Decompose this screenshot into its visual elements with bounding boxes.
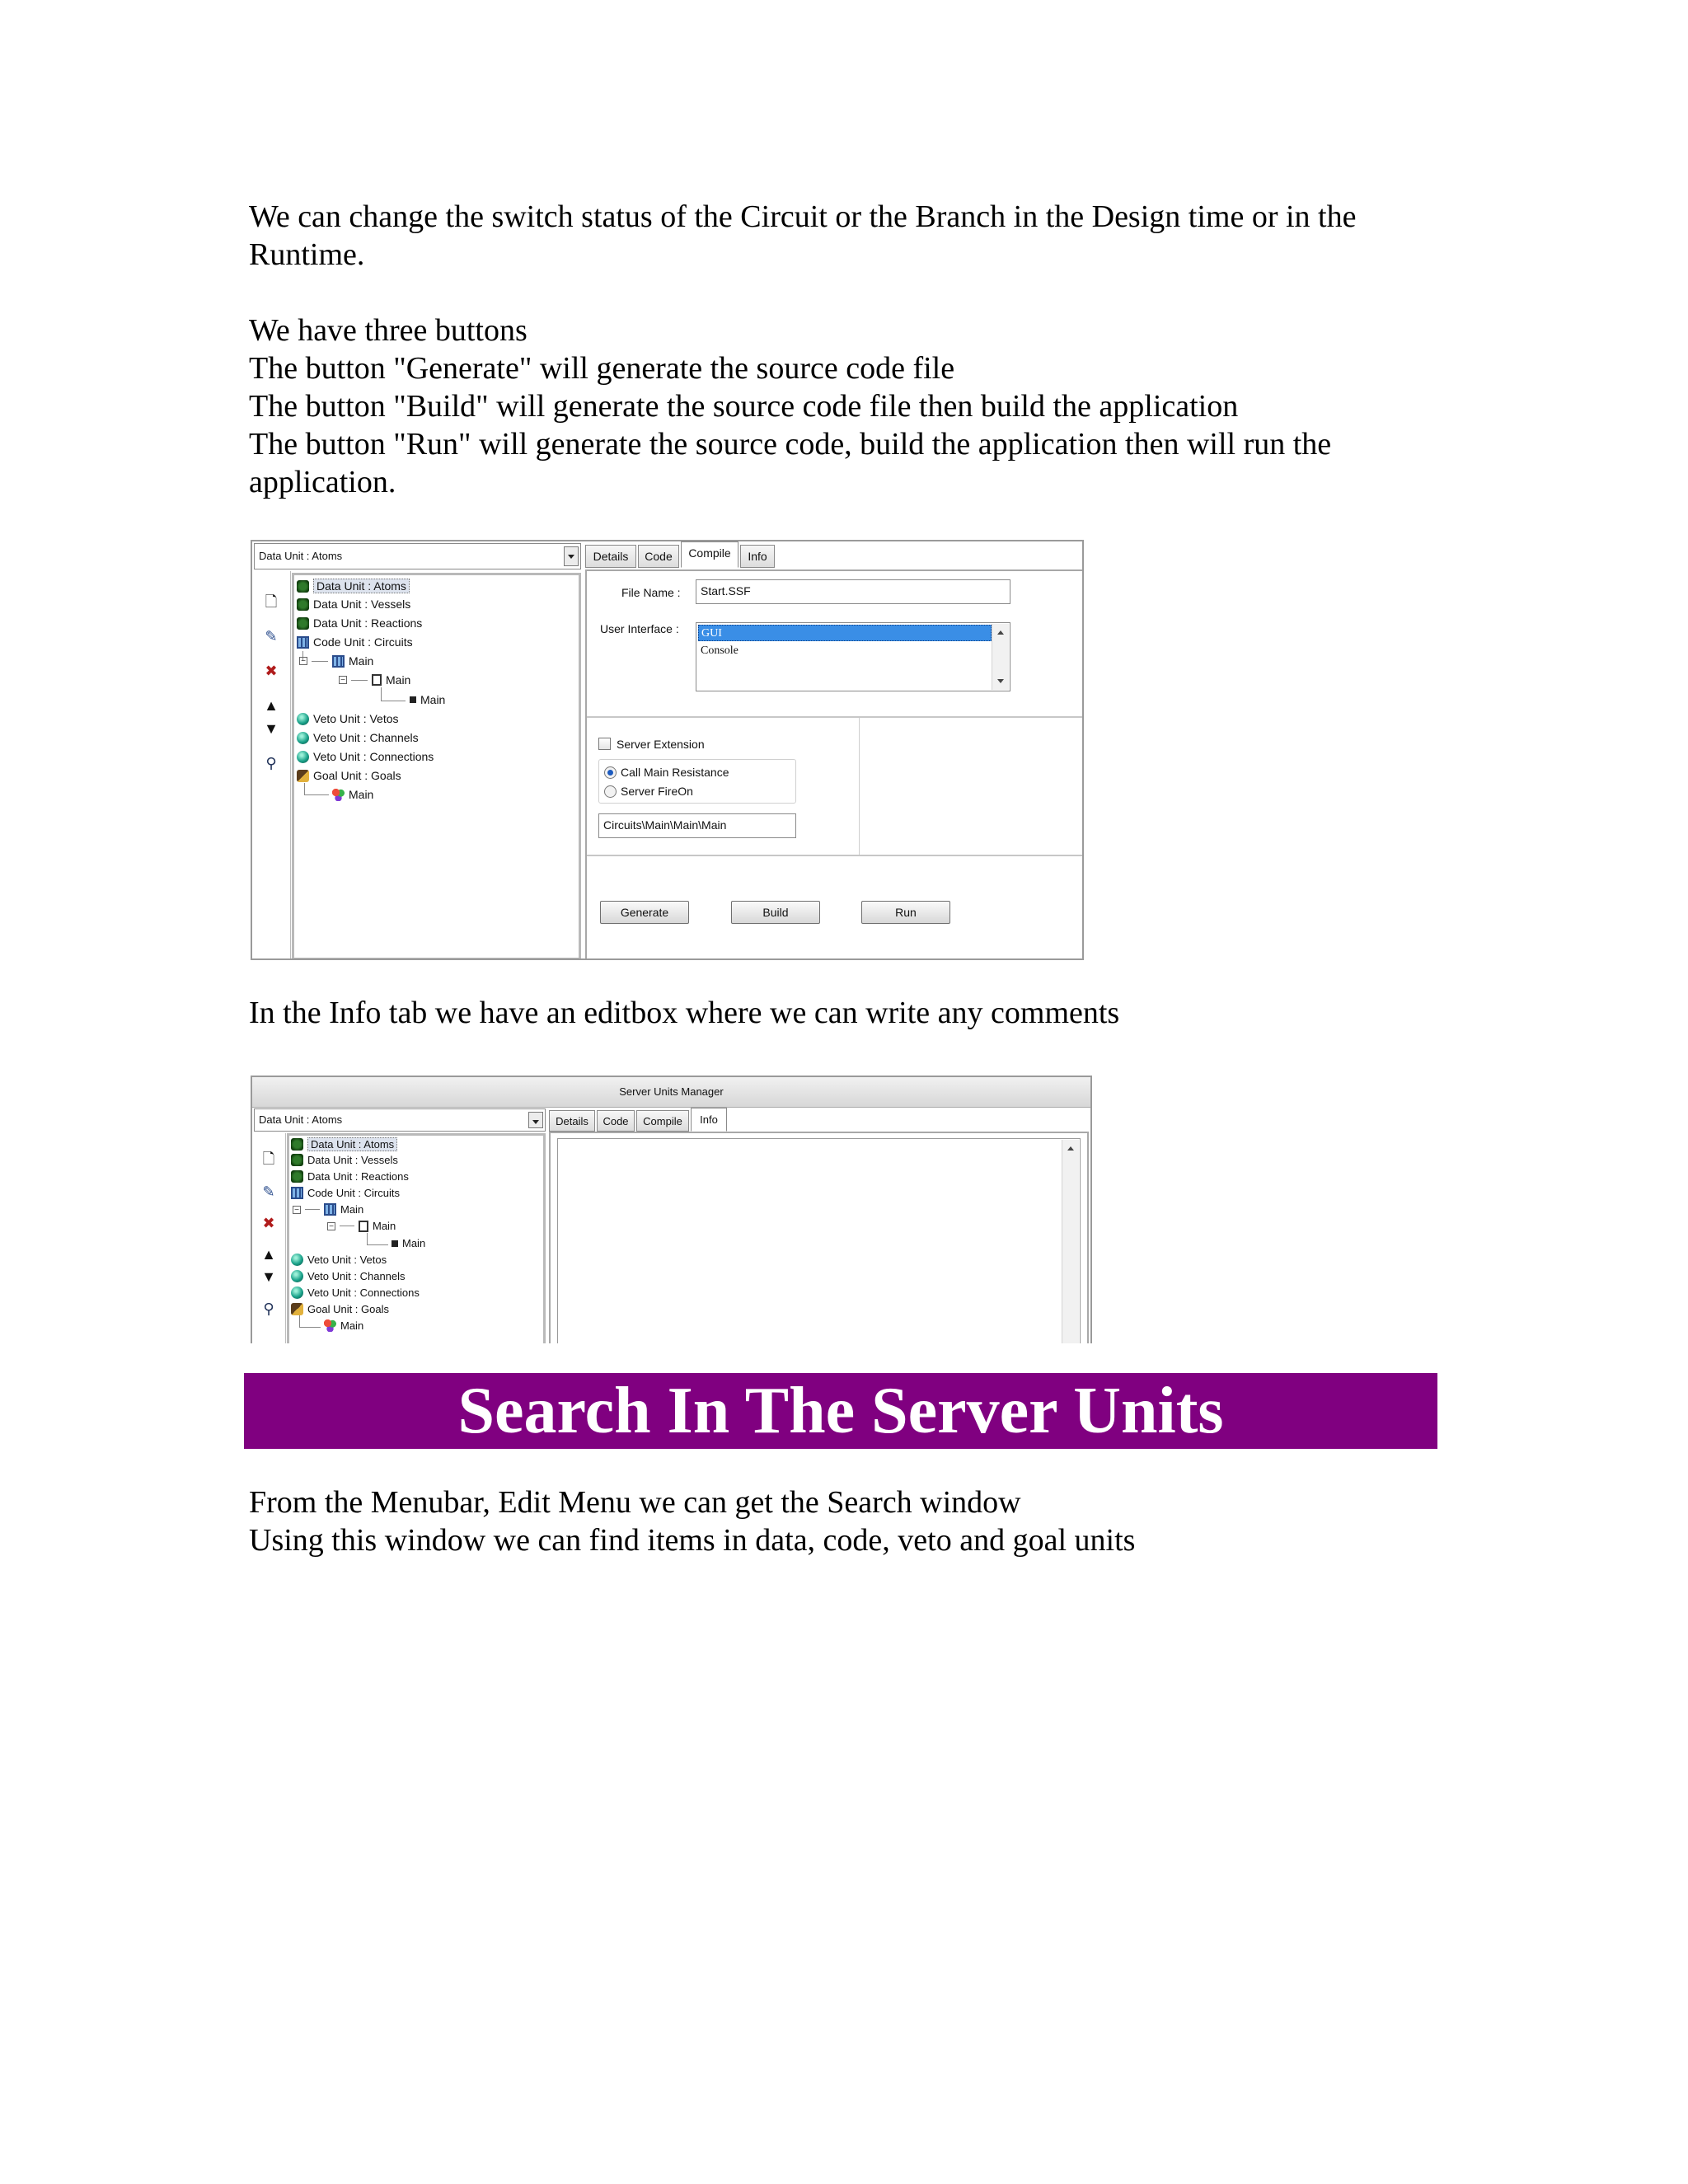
tab-compile[interactable]: Compile [636, 1110, 689, 1132]
delete-unit-icon[interactable]: ✖ [265, 663, 278, 679]
code-unit-icon [332, 655, 345, 668]
new-file-icon[interactable]: 🗋 [262, 1151, 275, 1167]
binoculars-icon[interactable]: ⚲ [265, 755, 277, 771]
data-unit-icon [291, 1170, 303, 1183]
tree-item-channels[interactable]: Veto Unit : Channels [291, 1270, 406, 1282]
server-fireon-label: Server FireOn [621, 785, 693, 798]
collapse-icon[interactable]: − [293, 1206, 301, 1214]
tree-item-reactions[interactable]: Data Unit : Reactions [291, 1170, 409, 1183]
tree-item-vetos[interactable]: Veto Unit : Vetos [297, 712, 399, 725]
tab-info[interactable]: Info [691, 1108, 727, 1132]
build-button[interactable]: Build [731, 901, 820, 924]
tree-item-circuits[interactable]: Code Unit : Circuits [297, 635, 413, 649]
unit-tree [287, 1133, 546, 1343]
collapse-icon[interactable]: − [339, 676, 347, 684]
unit-combo-value: Data Unit : Atoms [259, 1113, 343, 1126]
paragraph-info-tab [249, 994, 1119, 1032]
circuit-path-input[interactable]: Circuits\Main\Main\Main [598, 813, 796, 838]
scroll-up-icon[interactable] [1067, 1146, 1074, 1151]
goal-main-icon [324, 1319, 336, 1332]
user-interface-label: User Interface : [600, 622, 679, 635]
edit-unit-icon[interactable]: ✎ [265, 628, 278, 644]
tab-bar [549, 1110, 1043, 1133]
edit-unit-icon[interactable]: ✎ [262, 1183, 275, 1200]
chevron-down-icon[interactable] [528, 1112, 543, 1128]
toolstrip [252, 1133, 286, 1343]
text-line: Using this window we can find items in data, code, veto and goal units [249, 1523, 1136, 1558]
paragraph-three-buttons [249, 312, 1331, 501]
text-line: From the Menubar, Edit Menu we can get the Search window [249, 1485, 1021, 1520]
compile-panel [585, 569, 1084, 960]
unit-combo[interactable] [254, 543, 581, 569]
tree-item-goal-main[interactable]: Main [324, 1319, 363, 1332]
veto-unit-icon [291, 1254, 303, 1266]
tab-code[interactable]: Code [638, 545, 679, 568]
text-line: In the Info tab we have an editbox where we can write any comments [249, 996, 1120, 1030]
veto-unit-icon [291, 1270, 303, 1282]
code-unit-icon [297, 636, 309, 649]
tab-bar [585, 545, 1080, 569]
tree-item-goals[interactable]: Goal Unit : Goals [291, 1303, 389, 1315]
tree-item-connections[interactable]: Veto Unit : Connections [297, 750, 434, 763]
text-line: We can change the switch status of the Circuit or the Branch in the Design time or in the [249, 199, 1357, 234]
goal-unit-icon [297, 770, 309, 782]
delete-unit-icon[interactable]: ✖ [262, 1215, 275, 1231]
section-banner: Search In The Server Units [244, 1373, 1437, 1449]
tree-item-main-branch[interactable]: − Main [327, 1220, 396, 1232]
comments-scrollbar[interactable] [1062, 1140, 1079, 1343]
tree-item-vessels[interactable]: Data Unit : Vessels [291, 1154, 398, 1166]
tree-item-atoms[interactable]: Data Unit : Atoms [291, 1137, 397, 1151]
code-unit-icon [291, 1187, 303, 1199]
file-name-label: File Name : [621, 586, 681, 599]
unit-tree [292, 573, 581, 960]
tree-item-vetos[interactable]: Veto Unit : Vetos [291, 1254, 387, 1266]
veto-unit-icon [297, 732, 309, 744]
new-file-icon[interactable]: 🗋 [265, 593, 278, 610]
code-unit-icon [324, 1203, 336, 1216]
ui-option-gui[interactable]: GUI [698, 625, 992, 641]
tree-item-connections[interactable]: Veto Unit : Connections [291, 1286, 420, 1299]
collapse-icon[interactable]: − [327, 1222, 335, 1230]
branch-document-icon [359, 1221, 368, 1232]
tree-item-goals[interactable]: Goal Unit : Goals [297, 769, 401, 782]
tab-compile[interactable]: Compile [681, 541, 738, 568]
startup-radio-group [598, 759, 796, 804]
branch-document-icon [372, 674, 382, 686]
scroll-up-icon[interactable] [997, 630, 1004, 635]
tree-item-main-leaf[interactable]: Main [392, 1237, 425, 1249]
paragraph-search-window [249, 1483, 1135, 1559]
tree-item-reactions[interactable]: Data Unit : Reactions [297, 616, 422, 630]
text-line: The button "Generate" will generate the source code file [249, 351, 955, 386]
tab-details[interactable]: Details [585, 545, 636, 568]
tab-info[interactable]: Info [740, 545, 775, 568]
data-unit-icon [291, 1138, 303, 1151]
veto-unit-icon [297, 751, 309, 763]
comments-editbox[interactable] [557, 1138, 1081, 1343]
tree-item-main-circuit[interactable]: − Main [299, 654, 373, 668]
text-line: The button "Build" will generate the source code file then build the application [249, 389, 1239, 424]
tree-item-main-branch[interactable]: − Main [339, 673, 410, 687]
move-down-icon[interactable]: ▼ [264, 720, 279, 737]
tab-details[interactable]: Details [549, 1110, 595, 1132]
paragraph-switch-status [249, 198, 1356, 274]
server-extension-label: Server Extension [617, 738, 705, 751]
toolstrip [252, 571, 291, 958]
generate-button[interactable]: Generate [600, 901, 689, 924]
server-extension-checkbox[interactable] [598, 738, 611, 750]
data-unit-icon [297, 617, 309, 630]
compile-tab-screenshot [251, 540, 1084, 960]
veto-unit-icon [297, 713, 309, 725]
leaf-square-icon [392, 1240, 398, 1247]
text-line: We have three buttons [249, 313, 528, 348]
tree-item-atoms[interactable]: Data Unit : Atoms [297, 579, 410, 593]
tree-item-main-circuit[interactable]: − Main [293, 1203, 363, 1216]
tree-item-vessels[interactable]: Data Unit : Vessels [297, 598, 410, 611]
tree-item-channels[interactable]: Veto Unit : Channels [297, 731, 419, 744]
scroll-down-icon[interactable] [997, 679, 1004, 683]
move-up-icon[interactable]: ▲ [264, 697, 279, 714]
ui-option-console[interactable]: Console [701, 644, 738, 657]
binoculars-icon[interactable]: ⚲ [263, 1301, 274, 1317]
window-title: Server Units Manager [252, 1077, 1090, 1108]
call-main-resistance-radio[interactable] [604, 766, 617, 779]
chevron-down-icon[interactable] [564, 546, 579, 566]
text-line: application. [249, 465, 396, 499]
server-fireon-radio[interactable] [604, 785, 617, 798]
move-up-icon[interactable]: ▲ [261, 1246, 276, 1263]
data-unit-icon [297, 580, 309, 593]
unit-combo-value: Data Unit : Atoms [259, 550, 343, 562]
veto-unit-icon [291, 1286, 303, 1299]
text-line: The button "Run" will generate the source code, build the application then will run the [249, 427, 1332, 462]
leaf-square-icon [410, 696, 416, 703]
file-name-input[interactable]: Start.SSF [696, 579, 1010, 604]
move-down-icon[interactable]: ▼ [261, 1268, 276, 1285]
unit-combo[interactable] [254, 1108, 546, 1132]
text-line: Runtime. [249, 237, 365, 272]
tree-item-main-leaf[interactable]: Main [410, 693, 445, 706]
goal-main-icon [332, 789, 345, 801]
info-panel [549, 1132, 1089, 1343]
data-unit-icon [291, 1154, 303, 1166]
collapse-icon[interactable]: − [299, 657, 307, 665]
ui-list-scrollbar[interactable] [992, 624, 1009, 690]
call-main-resistance-label: Call Main Resistance [621, 766, 729, 779]
data-unit-icon [297, 598, 309, 611]
tab-code[interactable]: Code [597, 1110, 635, 1132]
tree-item-circuits[interactable]: Code Unit : Circuits [291, 1187, 400, 1199]
tree-item-goal-main[interactable]: Main [332, 788, 373, 801]
goal-unit-icon [291, 1303, 303, 1315]
run-button[interactable]: Run [861, 901, 950, 924]
info-tab-screenshot [251, 1076, 1092, 1343]
user-interface-list[interactable] [696, 622, 1010, 691]
